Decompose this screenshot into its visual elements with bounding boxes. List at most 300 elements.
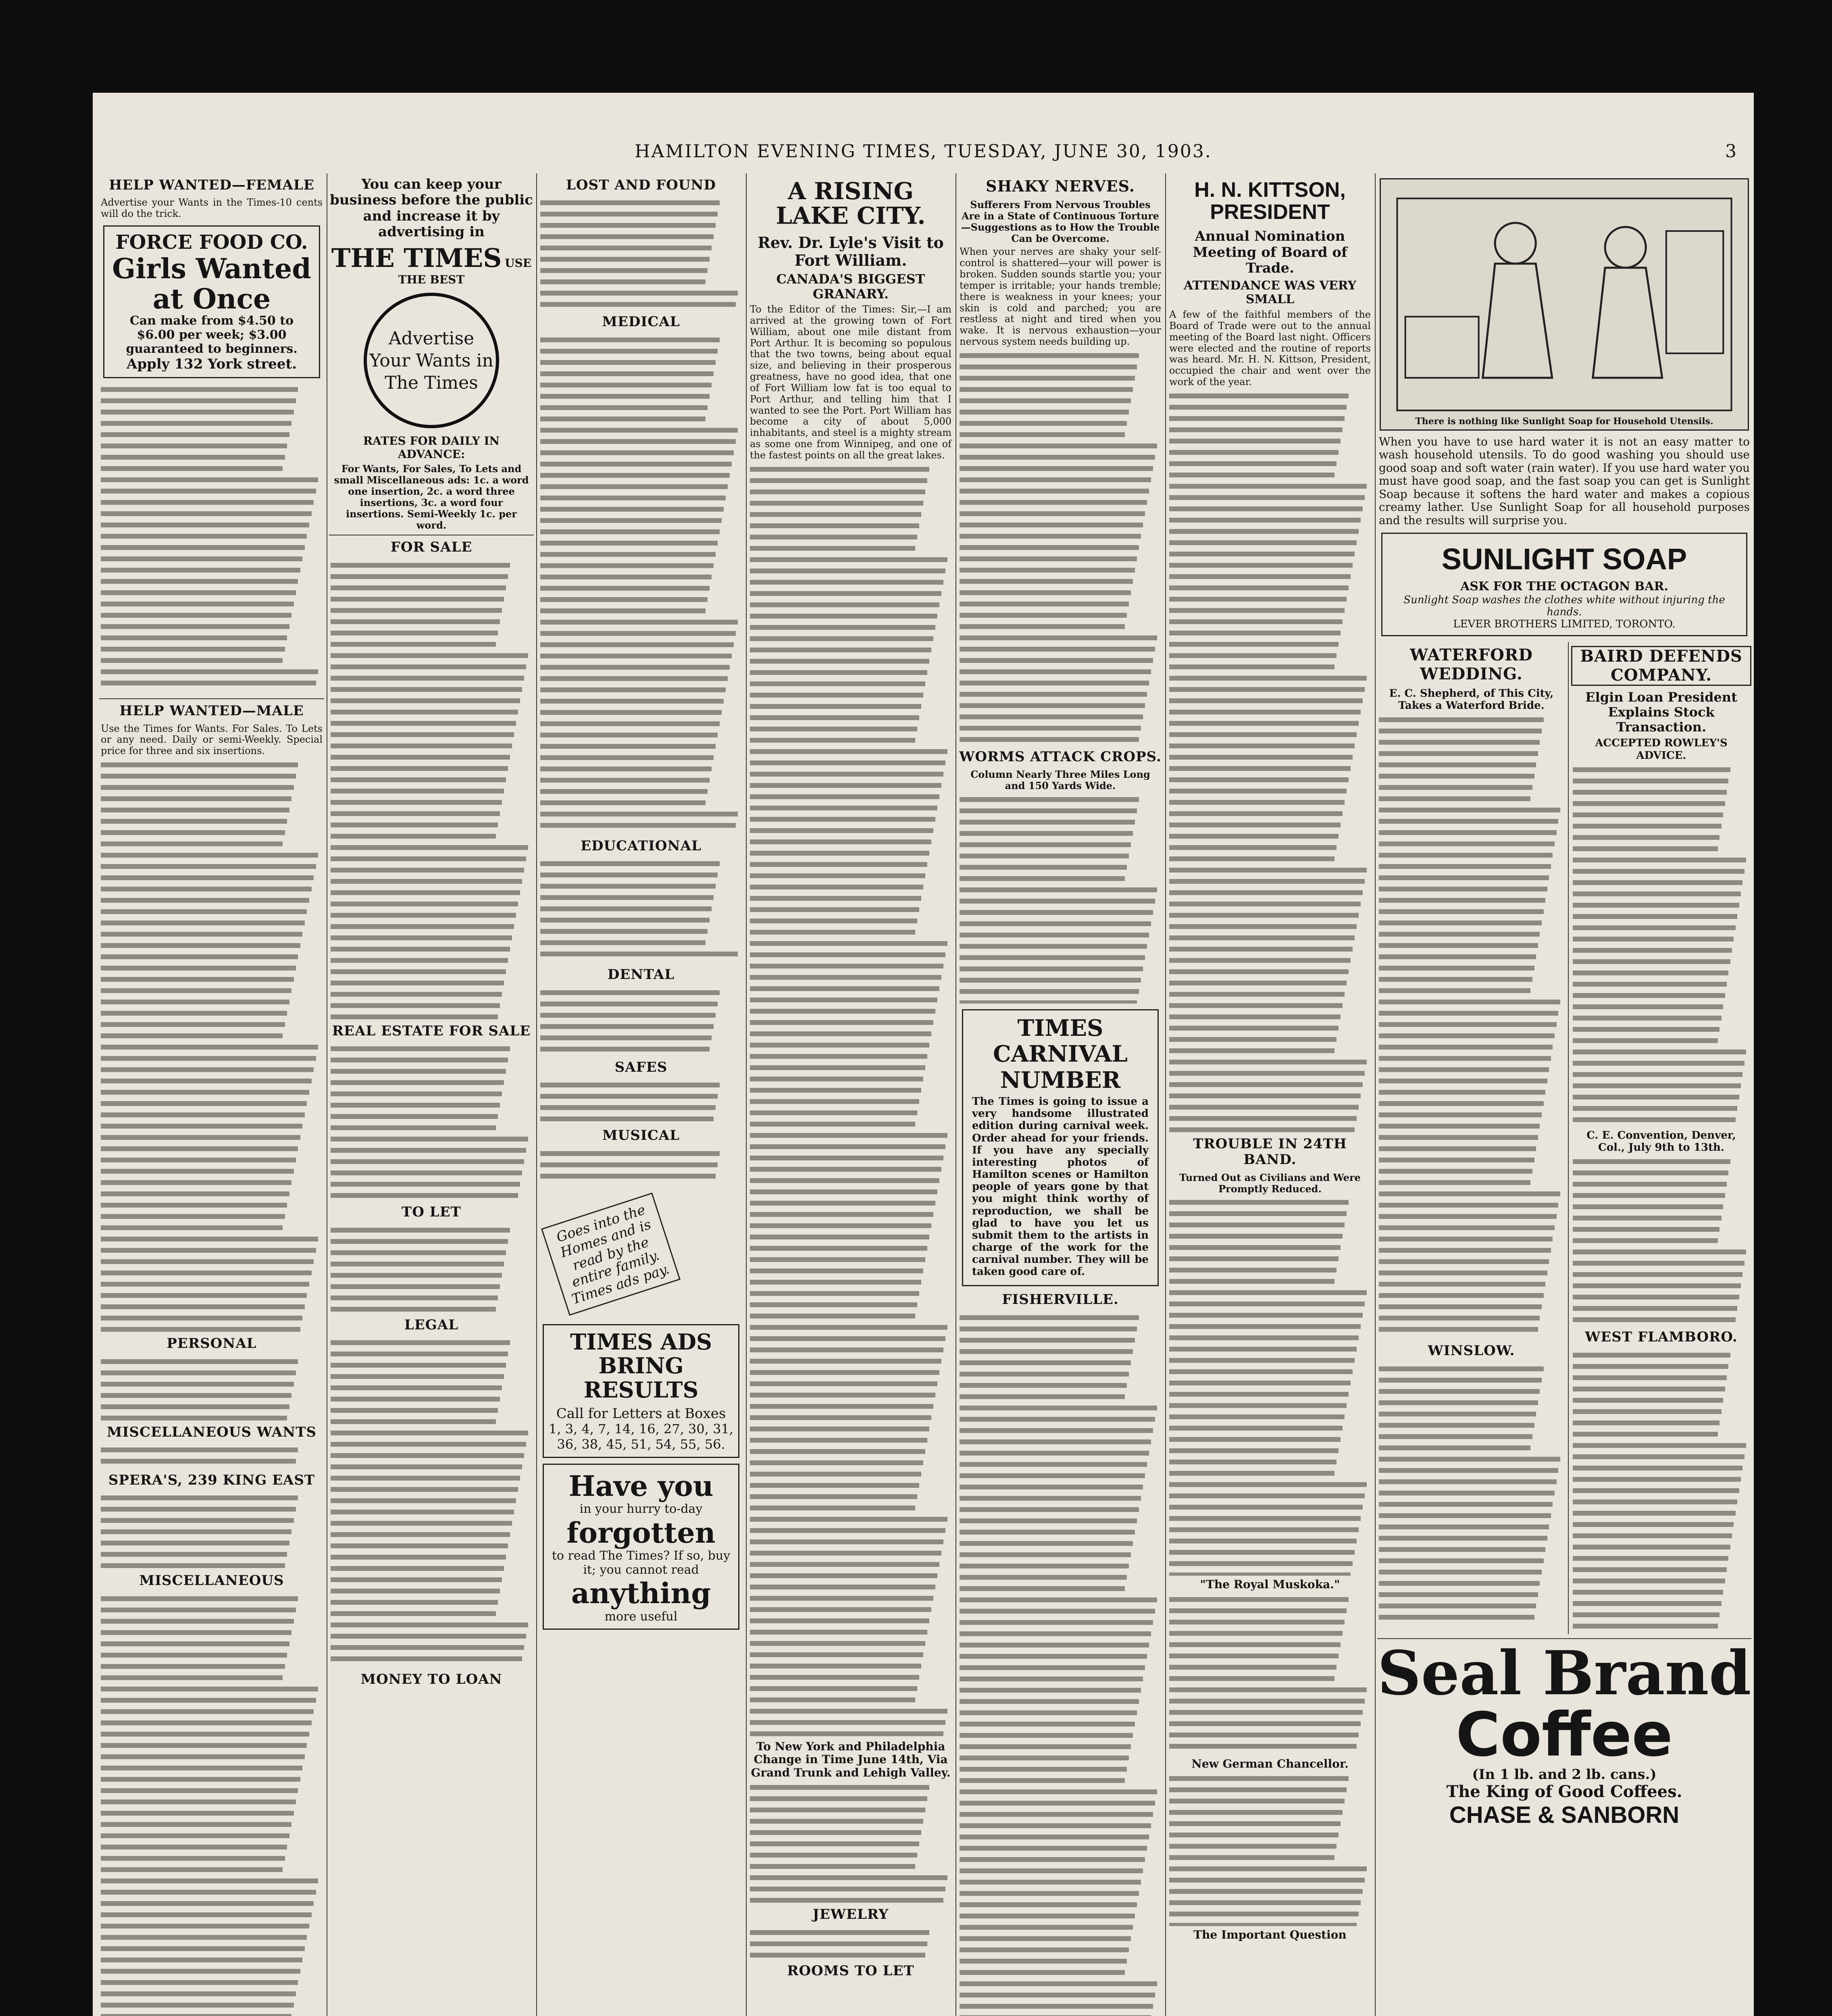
text-line: [540, 823, 736, 828]
text-line: [960, 1609, 1155, 1614]
sunlight-soap-text: When you have to use hard water it is not an easy matter to wash household utensils. To do good washing you should use good soap and soft water (rain water). If you use hard water you must have good soap, and the fast soap you can get is Sunlight Soap because it softens the hard water and makes a copious creamy lather. Use Sunlight Soap for all household purposes and the results will surprise you.: [1379, 435, 1750, 527]
text-line: [101, 1935, 307, 1940]
text-line: [101, 1169, 294, 1174]
legal-heading: LEGAL: [404, 1316, 459, 1333]
text-line: [101, 511, 312, 516]
text-line: [960, 1349, 1133, 1354]
text-line: [331, 1566, 504, 1571]
text-line: [101, 1507, 296, 1512]
text-line: [101, 1811, 294, 1816]
text-line: [750, 1841, 919, 1846]
text-line: [960, 681, 1149, 685]
text-line: [540, 439, 736, 444]
text-line: [331, 698, 520, 703]
text-line: [750, 467, 929, 472]
german-chancellor-heading: New German Chancellor.: [1191, 1757, 1349, 1770]
text-line: [540, 234, 714, 239]
goes-into-homes-ad: [541, 1192, 681, 1316]
text-line: [1169, 1866, 1367, 1871]
lever-brothers: LEVER BROTHERS LIMITED, TORONTO.: [1453, 618, 1676, 631]
text-line: [750, 636, 933, 641]
text-line: [960, 545, 1139, 550]
text-line: [1573, 1500, 1737, 1504]
text-line: [101, 864, 316, 869]
text-line: [101, 1090, 309, 1095]
text-line: [960, 865, 1127, 870]
ce-convention-body: [1573, 1156, 1750, 1325]
text-line: [1169, 1833, 1339, 1837]
text-line: [750, 1043, 929, 1048]
text-line: [101, 1563, 285, 1568]
text-line: [101, 1146, 298, 1151]
text-line: [1379, 1524, 1549, 1529]
dental-listings: [540, 987, 742, 1056]
text-line: [1379, 1316, 1540, 1320]
trouble-24th-band-body: [1169, 1197, 1371, 1576]
text-line: [1573, 1106, 1737, 1111]
text-line: [1573, 1443, 1746, 1448]
text-line: [1169, 766, 1351, 771]
text-line: [960, 432, 1125, 437]
text-line: [101, 613, 291, 618]
text-line: [331, 1114, 498, 1119]
text-line: [1379, 1457, 1560, 1462]
shaky-nerves-headline: SHAKY NERVES.: [986, 177, 1135, 195]
newsprint-text-lines: [1573, 764, 1750, 1127]
text-line: [1379, 1423, 1534, 1428]
text-line: [960, 421, 1127, 426]
text-line: [540, 1105, 716, 1110]
text-line: [750, 591, 941, 596]
text-line: [101, 1766, 302, 1770]
text-line: [750, 1280, 921, 1285]
text-line: [1379, 1180, 1530, 1185]
text-line: [750, 1449, 925, 1454]
text-line: [750, 885, 923, 889]
female-classified-listings: [101, 384, 323, 694]
text-line: [1379, 1400, 1538, 1405]
shaky-nerves-body: When your nerves are shaky your self-control is shattered—your will power is broken. Sudden sounds startle you; your temper is irritable; your hands tremble; there is weakness in your knees; your skin is cold and parched; you are restless at night and tired when you wake. It is nervous exhaustion—your nervous system needs building up.: [960, 246, 1161, 348]
text-line: [331, 1464, 522, 1469]
text-line: [960, 1677, 1143, 1681]
text-line: [101, 545, 305, 550]
times-ads-results-ad: [543, 1324, 739, 1458]
text-line: [540, 349, 718, 354]
text-line: [1573, 1038, 1718, 1043]
text-line: [1573, 824, 1722, 829]
sunlight-soap-ad: [1381, 533, 1747, 636]
text-line: [540, 710, 722, 715]
text-line: [1169, 495, 1365, 500]
text-line: [101, 1901, 314, 1906]
newsprint-text-lines: [331, 1337, 532, 1668]
text-line: [331, 845, 528, 850]
text-line: [750, 1796, 927, 1801]
text-line: [331, 1170, 522, 1175]
text-line: [1169, 1482, 1367, 1487]
text-line: [101, 1327, 300, 1332]
text-line: [1379, 740, 1540, 745]
text-line: [960, 669, 1151, 674]
text-line: [1169, 405, 1347, 410]
newsprint-text-lines: [1573, 1156, 1750, 1325]
text-line: [331, 981, 504, 985]
text-line: [960, 2004, 1153, 2009]
text-line: [750, 760, 945, 765]
text-line: [960, 1959, 1127, 1964]
text-line: [1169, 811, 1343, 816]
text-line: [1169, 1821, 1341, 1826]
text-line: [1379, 1248, 1551, 1253]
dental-heading: DENTAL: [607, 966, 675, 983]
text-line: [960, 831, 1133, 836]
text-line: [1379, 1604, 1536, 1608]
text-line: [1169, 732, 1357, 737]
text-line: [750, 614, 937, 619]
text-line: [1379, 1502, 1553, 1507]
text-line: [101, 1416, 287, 1420]
text-line: [750, 1099, 919, 1104]
newsprint-text-lines: [960, 350, 1161, 745]
text-line: [540, 1024, 714, 1029]
lost-found-heading: LOST AND FOUND: [566, 177, 716, 193]
text-line: [331, 868, 524, 873]
musical-listings: [540, 1148, 742, 1184]
text-line: [960, 1947, 1129, 1952]
page-number: 3: [1725, 141, 1738, 162]
rates-heading: RATES FOR DAILY IN ADVANCE:: [363, 434, 500, 461]
text-line: [331, 755, 510, 760]
text-line: [1169, 1358, 1355, 1363]
newsprint-text-lines: [1379, 1363, 1564, 1621]
text-line: [101, 830, 285, 835]
text-line: [1169, 506, 1363, 511]
text-line: [750, 659, 929, 664]
text-line: [750, 1077, 923, 1081]
text-line: [331, 1419, 496, 1424]
text-line: [960, 1699, 1139, 1704]
text-line: [750, 1731, 943, 1736]
text-line: [540, 462, 732, 467]
text-line: [540, 721, 720, 726]
text-line: [960, 398, 1131, 403]
text-line: [1169, 653, 1337, 658]
times-ads-results-title: TIMES ADS BRING RESULTS: [570, 1329, 712, 1403]
text-line: [331, 608, 502, 613]
text-line: [960, 1936, 1131, 1941]
carnival-number-title: TIMES CARNIVAL NUMBER: [993, 1014, 1128, 1093]
text-line: [540, 1013, 716, 1018]
text-line: [1573, 891, 1741, 896]
text-line: [1169, 1855, 1334, 1860]
text-line: [540, 929, 708, 934]
rising-lake-city-subhead: Rev. Dr. Lyle's Visit to Fort William.: [758, 233, 944, 269]
newsprint-text-lines: [1169, 1594, 1371, 1755]
text-line: [1169, 1505, 1363, 1510]
text-line: [101, 1270, 312, 1275]
text-line: [1169, 461, 1337, 466]
text-line: [960, 1914, 1135, 1918]
text-line: [1169, 676, 1367, 681]
text-line: [1379, 1389, 1540, 1394]
text-line: [750, 1336, 945, 1341]
text-line: [1169, 1037, 1337, 1042]
text-line: [1573, 1477, 1741, 1482]
text-line: [1573, 1283, 1741, 1288]
text-line: [750, 1144, 945, 1149]
text-line: [960, 714, 1143, 719]
text-line: [750, 648, 931, 652]
rising-lake-city-continued: [750, 464, 951, 1738]
text-line: [101, 2003, 294, 2008]
text-line: [1573, 1590, 1723, 1595]
text-line: [750, 1404, 933, 1409]
text-line: [960, 444, 1157, 448]
text-line: [540, 597, 708, 602]
text-line: [331, 653, 528, 658]
text-line: [331, 834, 496, 839]
text-line: [540, 246, 712, 250]
text-line: [1169, 1082, 1363, 1087]
text-line: [540, 812, 738, 816]
text-line: [960, 1507, 1139, 1512]
text-line: [1573, 812, 1723, 817]
text-line: [331, 1228, 510, 1233]
text-line: [1169, 1561, 1353, 1566]
sunlight-tagline: Sunlight Soap washes the clothes white without injuring the hands.: [1403, 594, 1725, 619]
text-line: [750, 1506, 915, 1510]
text-line: [101, 1777, 300, 1782]
text-line: [101, 1698, 316, 1703]
text-line: [1169, 664, 1334, 669]
text-line: [1169, 1302, 1365, 1306]
important-question-heading: The Important Question: [1193, 1928, 1347, 1942]
text-line: [1379, 762, 1536, 767]
text-line: [101, 887, 312, 891]
baird-article: [1569, 642, 1754, 1634]
text-line: [1169, 1597, 1349, 1602]
text-line: [1573, 1250, 1746, 1254]
text-line: [960, 613, 1127, 618]
text-line: [331, 856, 526, 861]
text-line: [960, 1756, 1129, 1760]
text-line: [1573, 1193, 1725, 1198]
text-line: [960, 1631, 1151, 1636]
text-line: [750, 851, 929, 856]
text-line: [960, 1462, 1147, 1467]
text-line: [331, 721, 516, 726]
text-line: [750, 930, 915, 935]
text-line: [750, 1031, 931, 1036]
text-line: [1379, 864, 1551, 869]
text-line: [1169, 777, 1349, 782]
king-of-coffees: The King of Good Coffees.: [1446, 1782, 1682, 1801]
text-line: [750, 715, 919, 720]
text-line: [960, 1993, 1155, 1997]
text-line: [1379, 932, 1540, 937]
text-line: [331, 1262, 504, 1266]
text-line: [960, 523, 1143, 527]
text-line: [101, 1293, 307, 1298]
text-line: [540, 665, 730, 670]
text-line: [101, 1912, 312, 1917]
text-line: [1169, 1234, 1343, 1239]
text-line: [960, 500, 1147, 505]
text-line: [960, 1315, 1139, 1320]
text-line: [960, 1823, 1151, 1828]
text-line: [1169, 744, 1355, 748]
text-line: [750, 1664, 921, 1668]
text-line: [1169, 992, 1345, 997]
text-line: [1573, 880, 1742, 885]
text-line: [101, 966, 296, 971]
text-line: [1169, 1105, 1359, 1110]
masthead-title: HAMILTON EVENING TIMES, TUESDAY, JUNE 30, 1903.: [635, 141, 1212, 162]
text-line: [750, 580, 943, 585]
text-line: [1169, 473, 1334, 477]
text-line: [1379, 808, 1560, 812]
sunlight-illustration-caption: There is nothing like Sunlight Soap for Household Utensils.: [1415, 416, 1713, 427]
text-line: [101, 1158, 296, 1162]
text-line: [750, 1009, 935, 1014]
text-line: [101, 669, 318, 674]
text-line: [960, 376, 1135, 381]
text-line: [750, 1675, 919, 1680]
text-line: [1379, 909, 1544, 914]
newsprint-text-lines: [101, 1593, 323, 2016]
rising-lake-city-headline: A RISING LAKE CITY.: [776, 177, 926, 229]
text-line: [1379, 1146, 1536, 1151]
newsprint-text-lines: [101, 1356, 323, 1420]
text-line: [331, 1645, 524, 1650]
text-line: [1169, 1256, 1339, 1261]
text-line: [101, 1079, 312, 1083]
text-line: [331, 585, 506, 590]
text-line: [331, 1374, 504, 1379]
text-line: [960, 1575, 1127, 1580]
text-line: [1379, 1112, 1542, 1117]
text-line: [750, 1573, 937, 1578]
text-line: [1573, 1170, 1728, 1175]
text-line: [750, 975, 941, 980]
text-line: [750, 1347, 943, 1352]
text-line: [540, 906, 712, 911]
text-line: [1573, 925, 1736, 930]
miscellaneous-listings: [101, 1593, 323, 2016]
text-line: [960, 1801, 1155, 1806]
text-line: [540, 1151, 720, 1156]
text-line: [750, 1720, 945, 1725]
text-line: [331, 1295, 498, 1300]
carnival-number-ad: [962, 1009, 1159, 1287]
text-line: [750, 1551, 941, 1556]
text-line: [1169, 631, 1341, 635]
text-line: [1169, 1014, 1341, 1019]
text-line: [750, 602, 939, 607]
text-line: [1573, 767, 1730, 772]
legal-listings: [331, 1337, 532, 1668]
text-line: [960, 1846, 1147, 1851]
text-line: [960, 1654, 1147, 1659]
text-line: [1573, 1272, 1742, 1277]
text-line: [960, 1372, 1129, 1377]
text-line: [101, 421, 291, 426]
text-line: [960, 647, 1155, 652]
text-line: [540, 1083, 720, 1087]
text-line: [1379, 1259, 1549, 1264]
text-line: [540, 450, 734, 455]
text-line: [960, 1620, 1153, 1625]
newsprint-text-lines: [331, 560, 532, 1019]
girls-wanted-title: Girls Wanted at Once: [112, 252, 311, 315]
text-line: [1169, 1347, 1357, 1352]
text-line: [1169, 1776, 1349, 1781]
text-line: [960, 556, 1137, 561]
text-line: [331, 789, 504, 793]
text-line: [1169, 416, 1345, 421]
text-line: [101, 1788, 298, 1793]
winslow-heading: WINSLOW.: [1428, 1343, 1515, 1359]
text-line: [331, 631, 498, 635]
text-line: [1169, 1631, 1343, 1636]
text-line: [101, 1845, 287, 1849]
text-line: [1169, 619, 1343, 624]
text-line: [960, 910, 1153, 915]
text-line: [750, 1686, 917, 1691]
text-line: [1169, 823, 1341, 827]
text-line: [540, 563, 714, 568]
text-line: [1169, 1471, 1334, 1476]
worms-body: [960, 794, 1161, 1004]
text-line: [750, 1808, 925, 1812]
text-line: [101, 1101, 307, 1106]
text-line: [750, 1941, 927, 1946]
text-line: [540, 529, 720, 534]
text-line: [750, 546, 915, 551]
text-line: [960, 1485, 1143, 1489]
text-line: [750, 896, 921, 901]
text-line: [1169, 394, 1349, 398]
text-line: [101, 1991, 296, 1996]
text-line: [1169, 1048, 1334, 1053]
text-line: [1169, 1608, 1347, 1613]
newsprint-text-lines: [1169, 390, 1371, 1132]
text-line: [101, 1237, 318, 1241]
text-line: [750, 1887, 945, 1891]
text-line: [1573, 1027, 1720, 1032]
text-line: [1573, 1004, 1723, 1009]
text-line: [540, 394, 710, 399]
text-line: [101, 808, 289, 812]
text-line: [540, 789, 708, 794]
worms-headline: WORMS ATTACK CROPS.: [959, 748, 1162, 765]
text-line: [101, 1214, 285, 1219]
text-line: [1379, 1225, 1555, 1230]
newsprint-text-lines: [540, 197, 742, 310]
text-line: [1379, 729, 1542, 733]
text-line: [101, 875, 314, 880]
text-line: [101, 819, 287, 824]
text-line: [1573, 937, 1734, 941]
text-line: [1169, 1676, 1334, 1681]
to-read-text: to read The Times? If so, buy it; you cannot read: [552, 1548, 731, 1577]
text-line: [960, 1688, 1141, 1693]
text-line: [540, 223, 716, 228]
newsprint-text-lines: [960, 794, 1161, 1004]
text-line: [1169, 1710, 1363, 1715]
text-line: [960, 944, 1147, 949]
baird-headline: BAIRD DEFENDS COMPANY.: [1571, 646, 1751, 686]
